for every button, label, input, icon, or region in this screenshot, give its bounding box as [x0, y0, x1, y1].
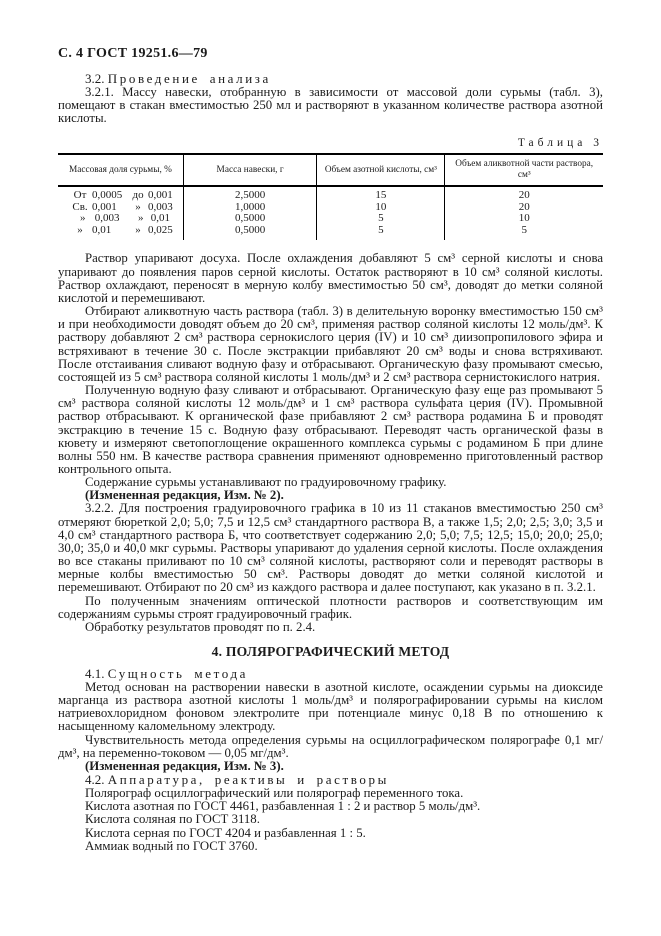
- reagent-nitric-acid: Кислота азотная по ГОСТ 4461, разбавленная 1 : 2 и раствор 5 моль/дм³.: [85, 799, 481, 814]
- section-4-heading: 4. ПОЛЯРОГРАФИЧЕСКИЙ МЕТОД: [211, 644, 450, 659]
- paragraph-sensitivity: Чувствительность метода определения сурьмы на осциллографическом полярографе 0,1 мг/дм³, на переменно-токовом — 0,05 мг/дм³.: [58, 732, 603, 760]
- reagent-sulfuric-acid: Кислота серная по ГОСТ 4204 и разбавленная 1 : 5.: [85, 825, 366, 840]
- section-3-2-title: Проведение анализа: [107, 71, 271, 86]
- range-from: 0,001: [92, 200, 117, 213]
- range-prefix: »: [80, 212, 86, 225]
- section-4-1-title: Сущность метода: [107, 666, 249, 681]
- column-header-sample-mass: Масса навески, г: [183, 154, 317, 186]
- table-header-row: [58, 154, 603, 186]
- range-prefix: Св.: [72, 200, 88, 213]
- cell-nitric-volume: 5: [317, 225, 445, 241]
- cell-nitric-volume: 5: [317, 213, 445, 225]
- range-separator: до: [132, 189, 144, 202]
- paragraph-3-2-2: 3.2.2. Для построения градуировочного графика в 10 из 11 стаканов вместимостью 250 см³ отмеряют бюреткой 2,0; 5,0; 7,5 и 12,5 см³ стандартного раствора В, а также 1,5; 2,0; 2,5; 3,0; 3,5 и 4,0 см³ стандартного раствора Б, что соответствует содержанию 2,0; 5,0; 7,5; 12,5; 15,0; 20,0; 25,0; 30,0; 35,0 и 40,0 мкг сурьмы. Растворы упаривают до удаления серной кислоты. После охлаждения во все стаканы приливают по 10 см³ соляной кислоты, растворяют соли и переводят растворы в мерные колбы вместимостью 50 см³. Растворы доводят до метки соляной кислотой и перемешивают. Отбирают по 20 см³ из каждого раствора и далее поступают, как указано в п. 3.2.1.: [58, 501, 603, 595]
- reagent-ammonia: Аммиак водный по ГОСТ 3760.: [85, 838, 258, 853]
- range-to: 0,025: [148, 223, 173, 236]
- reagent-hydrochloric-acid: Кислота соляная по ГОСТ 3118.: [85, 812, 260, 827]
- cell-aliquot-volume: 10: [518, 212, 530, 225]
- paragraph-antimony-content: Содержание сурьмы устанавливают по градуировочному графику.: [85, 475, 447, 490]
- column-header-mass-fraction: Массовая доля сурьмы, %: [58, 154, 183, 186]
- column-header-nitric-acid-volume: Объем азотной кислоты, см³: [317, 154, 445, 186]
- section-4-1-number: 4.1.: [85, 666, 105, 681]
- paragraph-method-essence: Метод основан на растворении навески в азотной кислоте, осаждении сурьмы на диоксиде марганца из раствора азотной кислоты 1 моль/дм³ и полярографировании сурьмы на кислом натриевохлоридном фоновом электролите при потенциале минус 0,18 В по отношению к насыщенному каломельному электроду.: [58, 680, 603, 734]
- table-caption: Таблица 3: [517, 137, 603, 150]
- range-from: 0,01: [92, 223, 112, 236]
- range-from: 0,003: [94, 212, 120, 225]
- section-4-2-heading: [58, 773, 603, 787]
- paragraph-aliquot-extraction: Отбирают аликвотную часть раствора (табл. 3) в делительную воронку вместимостью 150 см³ и при необходимости доводят объем до 20 см³, применяя раствор соляной кислоты 12 моль/дм³. К раствору добавляют 2 см³ раствора сернокислого церия (IV) и 10 см³ диизопропилового эфира и встряхивают в течение 30 с. После экстракции прибавляют 20 см³ воды и снова встряхивают. После отстаивания сливают водную фазу и отбрасывают. Органическую фазу промывают смесью, состоящей из 5 см³ раствора соляной кислоты 1 моль/дм³ и 2 см³ раствора сернистокислого натрия.: [58, 304, 603, 384]
- range-to: 0,003: [148, 200, 173, 213]
- paragraph-aqueous-phase: Полученную водную фазу сливают и отбрасывают. Органическую фазу еще раз промывают 5 см³ раствора соляной кислоты 12 моль/дм³ и 1 см³ раствора сульфата церия (IV). Промывной раствор отбрасывают. К органической фазе прибавляют 2 см³ раствора родамина Б и проводят экстракцию в течение 15 с. Водную фазу отбрасывают. Переводят часть органической фазы в кювету и измеряют светопоглощение окрашенного комплекса сурьмы с родамином Б при длине волны 550 нм. В качестве раствора сравнения применяют одновременно приготовленный раствор контрольного опыта.: [58, 383, 603, 476]
- paragraph-results-processing: Обработку результатов проводят по п. 2.4.: [85, 619, 316, 634]
- cell-nitric-volume: 15: [317, 186, 445, 202]
- section-4-1-heading: [58, 667, 603, 681]
- amendment-note-3: (Измененная редакция, Изм. № 3).: [85, 758, 284, 773]
- cell-nitric-volume: 10: [317, 202, 445, 214]
- cell-aliquot-volume: 20: [518, 189, 530, 202]
- section-4-2-number: 4.2.: [85, 772, 105, 788]
- cell-mass: 0,5000: [183, 213, 317, 225]
- range-separator: »: [135, 200, 141, 213]
- range-separator: »: [138, 212, 144, 225]
- cell-mass: 2,5000: [183, 186, 317, 202]
- cell-range: [58, 225, 183, 241]
- paragraph-3-2-1: 3.2.1. Массу навески, отобранную в зависимости от массовой доли сурьмы (табл. 3), помещают в стакан вместимостью 250 мл и растворяют в указанном количестве раствора азотной кислоты.: [58, 85, 603, 126]
- reagent-polarograph: Полярограф осциллографический или полярограф переменного тока.: [85, 786, 464, 801]
- range-separator: »: [135, 223, 141, 236]
- cell-mass: 0,5000: [183, 225, 317, 241]
- range-prefix: »: [77, 223, 83, 236]
- page-header: С. 4 ГОСТ 19251.6—79: [58, 46, 208, 61]
- table-row: [58, 225, 603, 241]
- range-to: 0,001: [148, 189, 173, 202]
- cell-aliquot-volume: 5: [521, 223, 527, 236]
- table-3: [58, 153, 603, 240]
- paragraph-evaporate: Раствор упаривают досуха. После охлаждения добавляют 5 см³ серной кислоты и снова упаривают до появления паров серной кислоты. Остаток растворяют в 10 см³ соляной кислоты. Раствор охлаждают, переносят в мерную колбу вместимостью 50 см³, доводят до метки соляной кислотой и перемешивают.: [58, 251, 603, 305]
- table-row: [58, 186, 603, 202]
- column-header-aliquot-volume: Объем аликвотной части раствора, см³: [445, 154, 603, 186]
- range-to: 0,01: [150, 212, 171, 225]
- range-from: 0,0005: [92, 189, 123, 202]
- range-prefix: От: [73, 189, 87, 202]
- paragraph-optical-density: По полученным значениям оптической плотности растворов и соответствующим им содержаниям сурьмы строят градуировочный график.: [58, 593, 603, 621]
- cell-aliquot-volume: 20: [518, 200, 530, 213]
- cell-mass: 1,0000: [183, 202, 317, 214]
- section-4-2-title: Аппаратура, реактивы и растворы: [107, 772, 389, 788]
- amendment-note-2: (Измененная редакция, Изм. № 2).: [85, 488, 284, 503]
- section-3-2-number: 3.2.: [85, 71, 105, 86]
- section-3-2-heading: [58, 72, 603, 86]
- cell-range: [58, 186, 183, 202]
